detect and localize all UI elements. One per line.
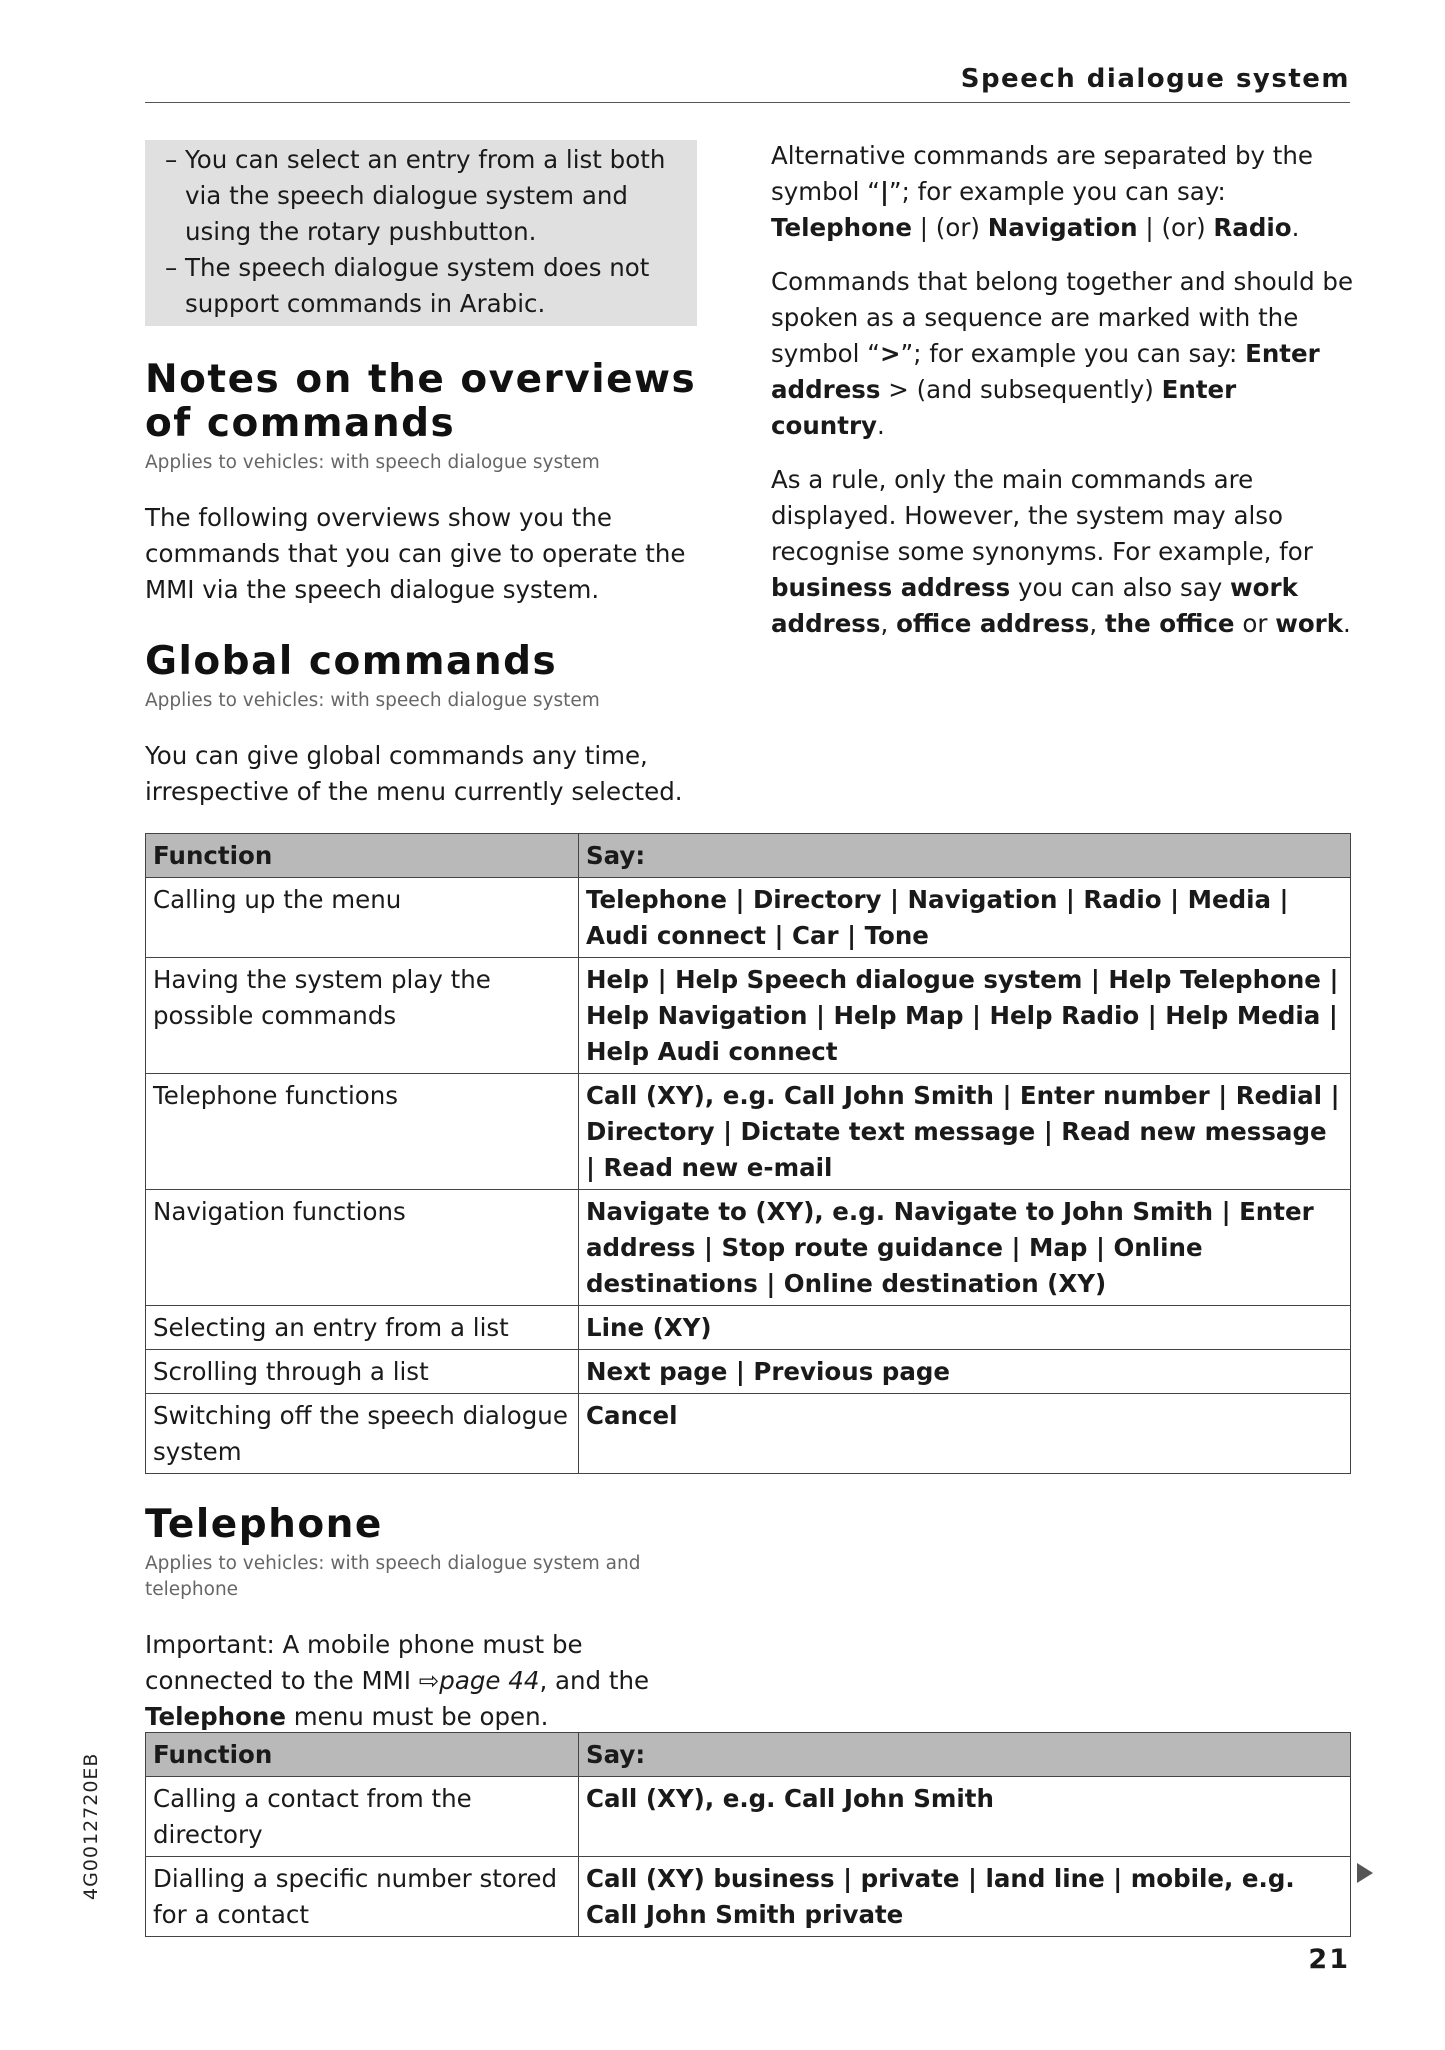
- telephone-body: Important: A mobile phone must be connected to the MMI ⇨page 44, and the Telephone menu must be open.: [145, 1630, 650, 1731]
- running-header: Speech dialogue system: [960, 64, 1350, 94]
- right-triangle-icon: [1357, 1863, 1373, 1883]
- page-reference-link[interactable]: ⇨page 44: [418, 1666, 540, 1695]
- table-header-row: [146, 1733, 1351, 1777]
- document-code: 4G0012720EB: [80, 1752, 102, 1900]
- table-row: [146, 1350, 1351, 1394]
- table-row: [146, 1306, 1351, 1350]
- function-cell: Dialling a specific number stored for a contact: [146, 1857, 579, 1937]
- global-commands-table: [145, 833, 1351, 1474]
- header-rule: [145, 102, 1350, 103]
- function-cell: Navigation functions: [146, 1190, 579, 1306]
- function-cell: Switching off the speech dialogue system: [146, 1394, 579, 1474]
- page-number: 21: [1308, 1944, 1350, 1975]
- say-cell: Navigate to (XY), e.g. Navigate to John Smith | Enter address | Stop route guidance | Map | Online destinations | Online destination (XY): [579, 1190, 1351, 1306]
- telephone-applies: Applies to vehicles: with speech dialogue system and telephone: [145, 1553, 641, 1600]
- note-list: [159, 142, 685, 322]
- function-cell: Calling a contact from the directory: [146, 1777, 579, 1857]
- table-header-row: [146, 834, 1351, 878]
- telephone-heading: Telephone: [145, 1502, 383, 1547]
- function-cell: Telephone functions: [146, 1074, 579, 1190]
- global-heading: Global commands: [145, 639, 558, 684]
- function-cell: Scrolling through a list: [146, 1350, 579, 1394]
- say-cell: Next page | Previous page: [579, 1350, 1351, 1394]
- global-commands-section: [145, 640, 705, 810]
- telephone-commands-table: [145, 1732, 1351, 1937]
- say-cell: Help | Help Speech dialogue system | Help Telephone | Help Navigation | Help Map | Help Radio | Help Media | Help Audi connect: [579, 958, 1351, 1074]
- global-body: You can give global commands any time, irrespective of the menu currently selected.: [145, 741, 683, 806]
- function-cell: Selecting an entry from a list: [146, 1306, 579, 1350]
- table-row: [146, 1190, 1351, 1306]
- global-applies: Applies to vehicles: with speech dialogue system: [145, 690, 600, 711]
- table-header-function: Function: [146, 1733, 579, 1777]
- right-column: [771, 138, 1357, 660]
- function-cell: Calling up the menu: [146, 878, 579, 958]
- note-item: – You can select an entry from a list both via the speech dialogue system and using the rotary pushbutton.: [159, 142, 685, 250]
- note-box: [145, 140, 697, 326]
- table-row: [146, 1777, 1351, 1857]
- alternative-commands-paragraph: Alternative commands are separated by the symbol “|”; for example you can say: Telephone | (or) Navigation | (or) Radio.: [771, 141, 1314, 242]
- say-cell: Call (XY), e.g. Call John Smith: [579, 1777, 1351, 1857]
- say-cell: Cancel: [579, 1394, 1351, 1474]
- synonyms-paragraph: As a rule, only the main commands are displayed. However, the system may also recognise some synonyms. For example, for business address you can also say work address, office address, the office or work.: [771, 465, 1351, 638]
- table-row: [146, 878, 1351, 958]
- left-column: [145, 140, 725, 626]
- function-cell: Having the system play the possible commands: [146, 958, 579, 1074]
- table-header-function: Function: [146, 834, 579, 878]
- say-cell: Call (XY), e.g. Call John Smith | Enter number | Redial | Directory | Dictate text message | Read new message | Read new e-mail: [579, 1074, 1351, 1190]
- table-row: [146, 958, 1351, 1074]
- notes-applies: Applies to vehicles: with speech dialogue system: [145, 452, 600, 473]
- note-item: – The speech dialogue system does not support commands in Arabic.: [159, 250, 685, 322]
- sequence-commands-paragraph: Commands that belong together and should be spoken as a sequence are marked with the symbol “>”; for example you can say: Enter address > (and subsequently) Enter country.: [771, 267, 1354, 440]
- notes-heading: Notes on the overviews of commands: [145, 357, 697, 446]
- table-row: [146, 1857, 1351, 1937]
- table-row: [146, 1394, 1351, 1474]
- table-row: [146, 1074, 1351, 1190]
- telephone-section: [145, 1503, 705, 1735]
- table-header-say: Say:: [579, 834, 1351, 878]
- say-cell: Call (XY) business | private | land line | mobile, e.g. Call John Smith private: [579, 1857, 1351, 1937]
- table-header-say: Say:: [579, 1733, 1351, 1777]
- say-cell: Telephone | Directory | Navigation | Radio | Media | Audi connect | Car | Tone: [579, 878, 1351, 958]
- say-cell: Line (XY): [579, 1306, 1351, 1350]
- notes-body: The following overviews show you the commands that you can give to operate the MMI via the speech dialogue system.: [145, 503, 686, 604]
